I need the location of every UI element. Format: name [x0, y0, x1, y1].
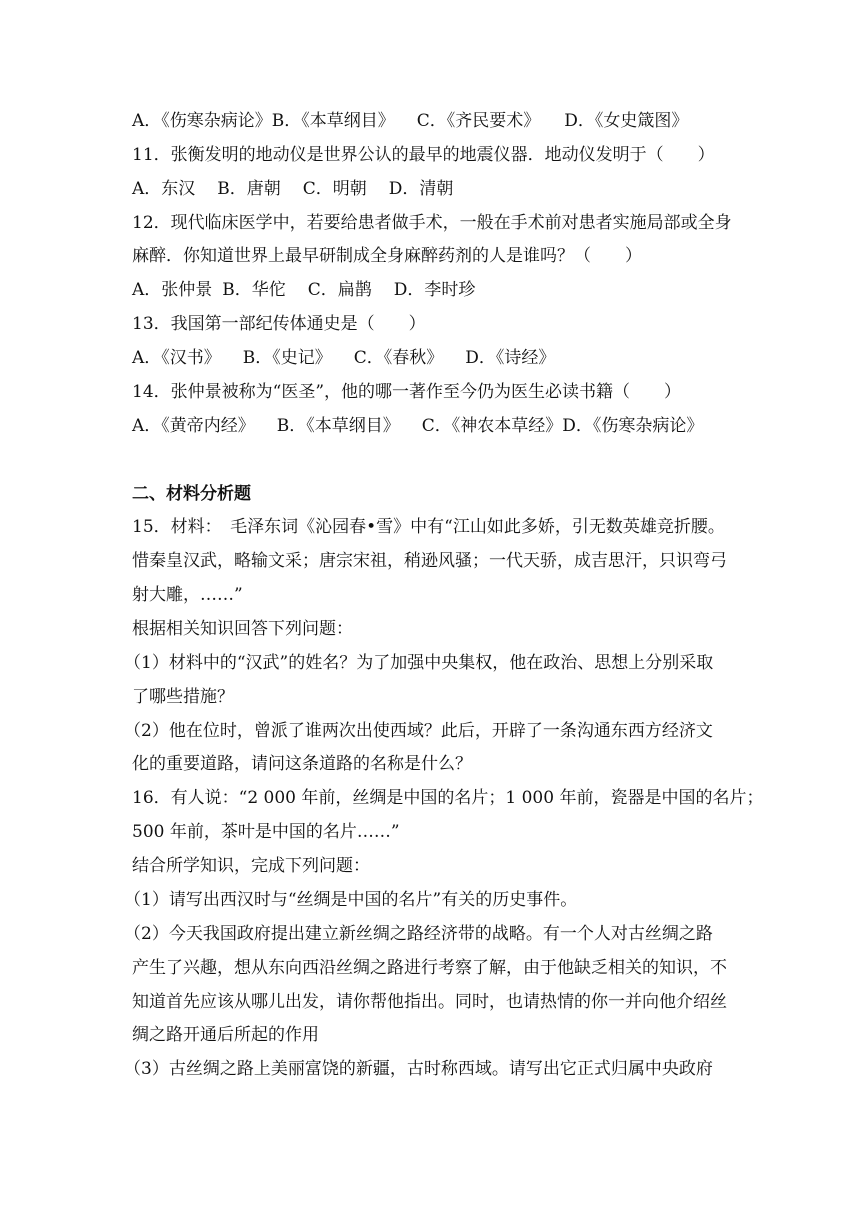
q15-sub1-line-2: 了哪些措施？ [132, 687, 234, 707]
q14-option-a: A．《黄帝内经》 [132, 416, 255, 436]
q11-option-d: D．清朝 [388, 179, 454, 199]
q10-option-d: D．《女史箴图》 [564, 111, 689, 131]
q12-stem-line-1: 12．现代临床医学中，若要给患者做手术，一般在手术前对患者实施局部或全身 [132, 213, 732, 233]
q16-sub3-line-1: （3）古丝绸之路上美丽富饶的新疆，古时称西域。请写出它正式归属中央政府 [124, 1059, 713, 1079]
q12-option-b: B．华佗 [222, 280, 286, 300]
q15-line-2: 惜秦皇汉武，略输文采；唐宗宋祖，稍逊风骚；一代天骄，成吉思汗，只识弯弓 [132, 551, 727, 571]
q14-options [132, 415, 703, 437]
q15-sub2-line-2: 化的重要道路，请问这条道路的名称是什么？ [132, 754, 472, 774]
q16-sub1: （1）请写出西汉时与“丝绸是中国的名片”有关的历史事件。 [124, 890, 578, 910]
q14-option-c: C．《神农本草经》 [421, 416, 563, 436]
q14-option-d: D．《伤寒杂病论》 [562, 416, 704, 436]
q12-option-c: C．扁鹊 [307, 280, 372, 300]
q12-option-d: D．李时珍 [393, 280, 476, 300]
q12-options [132, 279, 475, 301]
q10-option-a: A．《伤寒杂病论》 [132, 111, 272, 131]
q13-options [132, 347, 555, 369]
q13-option-b: B．《史记》 [242, 348, 332, 368]
q14-option-b: B．《本草纲目》 [276, 416, 400, 436]
q15-prompt: 根据相关知识回答下列问题： [132, 619, 353, 639]
q16-sub2-line-3: 知道首先应该从哪儿出发，请你帮他指出。同时，也请热情的你一并向他介绍丝 [132, 992, 727, 1012]
q13-option-a: A．《汉书》 [132, 348, 221, 368]
q13-stem: 13．我国第一部纪传体通史是（ ） [132, 314, 426, 334]
q16-line-1: 16．有人说：“2 000 年前，丝绸是中国的名片；1 000 年前，瓷器是中国的名片； [132, 788, 764, 808]
q10-option-b: B．《本草纲目》 [271, 111, 395, 131]
q10-option-c: C．《齐民要术》 [416, 111, 541, 131]
q10-options [132, 110, 688, 132]
q12-option-a: A．张仲景 [132, 280, 213, 300]
q16-sub2-line-1: （2）今天我国政府提出建立新丝绸之路经济带的战略。有一个人对古丝绸之路 [124, 924, 713, 944]
q15-sub1-line-1: （1）材料中的“汉武”的姓名？为了加强中央集权，他在政治、思想上分别采取 [124, 653, 714, 673]
q12-stem-line-2: 麻醉．你知道世界上最早研制成全身麻醉药剂的人是谁吗？（ ） [132, 246, 642, 266]
q16-sub2-line-2: 产生了兴趣，想从东向西沿丝绸之路进行考察了解，由于他缺乏相关的知识，不 [132, 958, 727, 978]
q15-sub2-line-1: （2）他在位时，曾派了谁两次出使西域？此后，开辟了一条沟通东西方经济文 [124, 721, 713, 741]
section-2-title: 二、材料分析题 [132, 484, 251, 504]
q16-prompt: 结合所学知识，完成下列问题： [132, 856, 370, 876]
q13-option-d: D．《诗经》 [465, 348, 556, 368]
q11-option-c: C．明朝 [302, 179, 367, 199]
q14-stem: 14．张仲景被称为“医圣”，他的哪一著作至今仍为医生必读书籍（ ） [132, 382, 682, 402]
q15-line-3: 射大雕，……” [132, 585, 243, 605]
q15-line-1: 15．材料： 毛泽东词《沁园春•雪》中有“江山如此多娇，引无数英雄竞折腰。 [132, 517, 725, 537]
q11-options [132, 178, 453, 200]
q16-line-2: 500 年前，茶叶是中国的名片……” [132, 822, 400, 842]
q11-stem: 11．张衡发明的地动仪是世界公认的最早的地震仪器．地动仪发明于（ ） [132, 145, 715, 165]
q13-option-c: C．《春秋》 [353, 348, 444, 368]
q11-option-a: A．东汉 [132, 179, 196, 199]
q11-option-b: B．唐朝 [217, 179, 281, 199]
q16-sub2-line-4: 绸之路开通后所起的作用 [132, 1025, 319, 1045]
